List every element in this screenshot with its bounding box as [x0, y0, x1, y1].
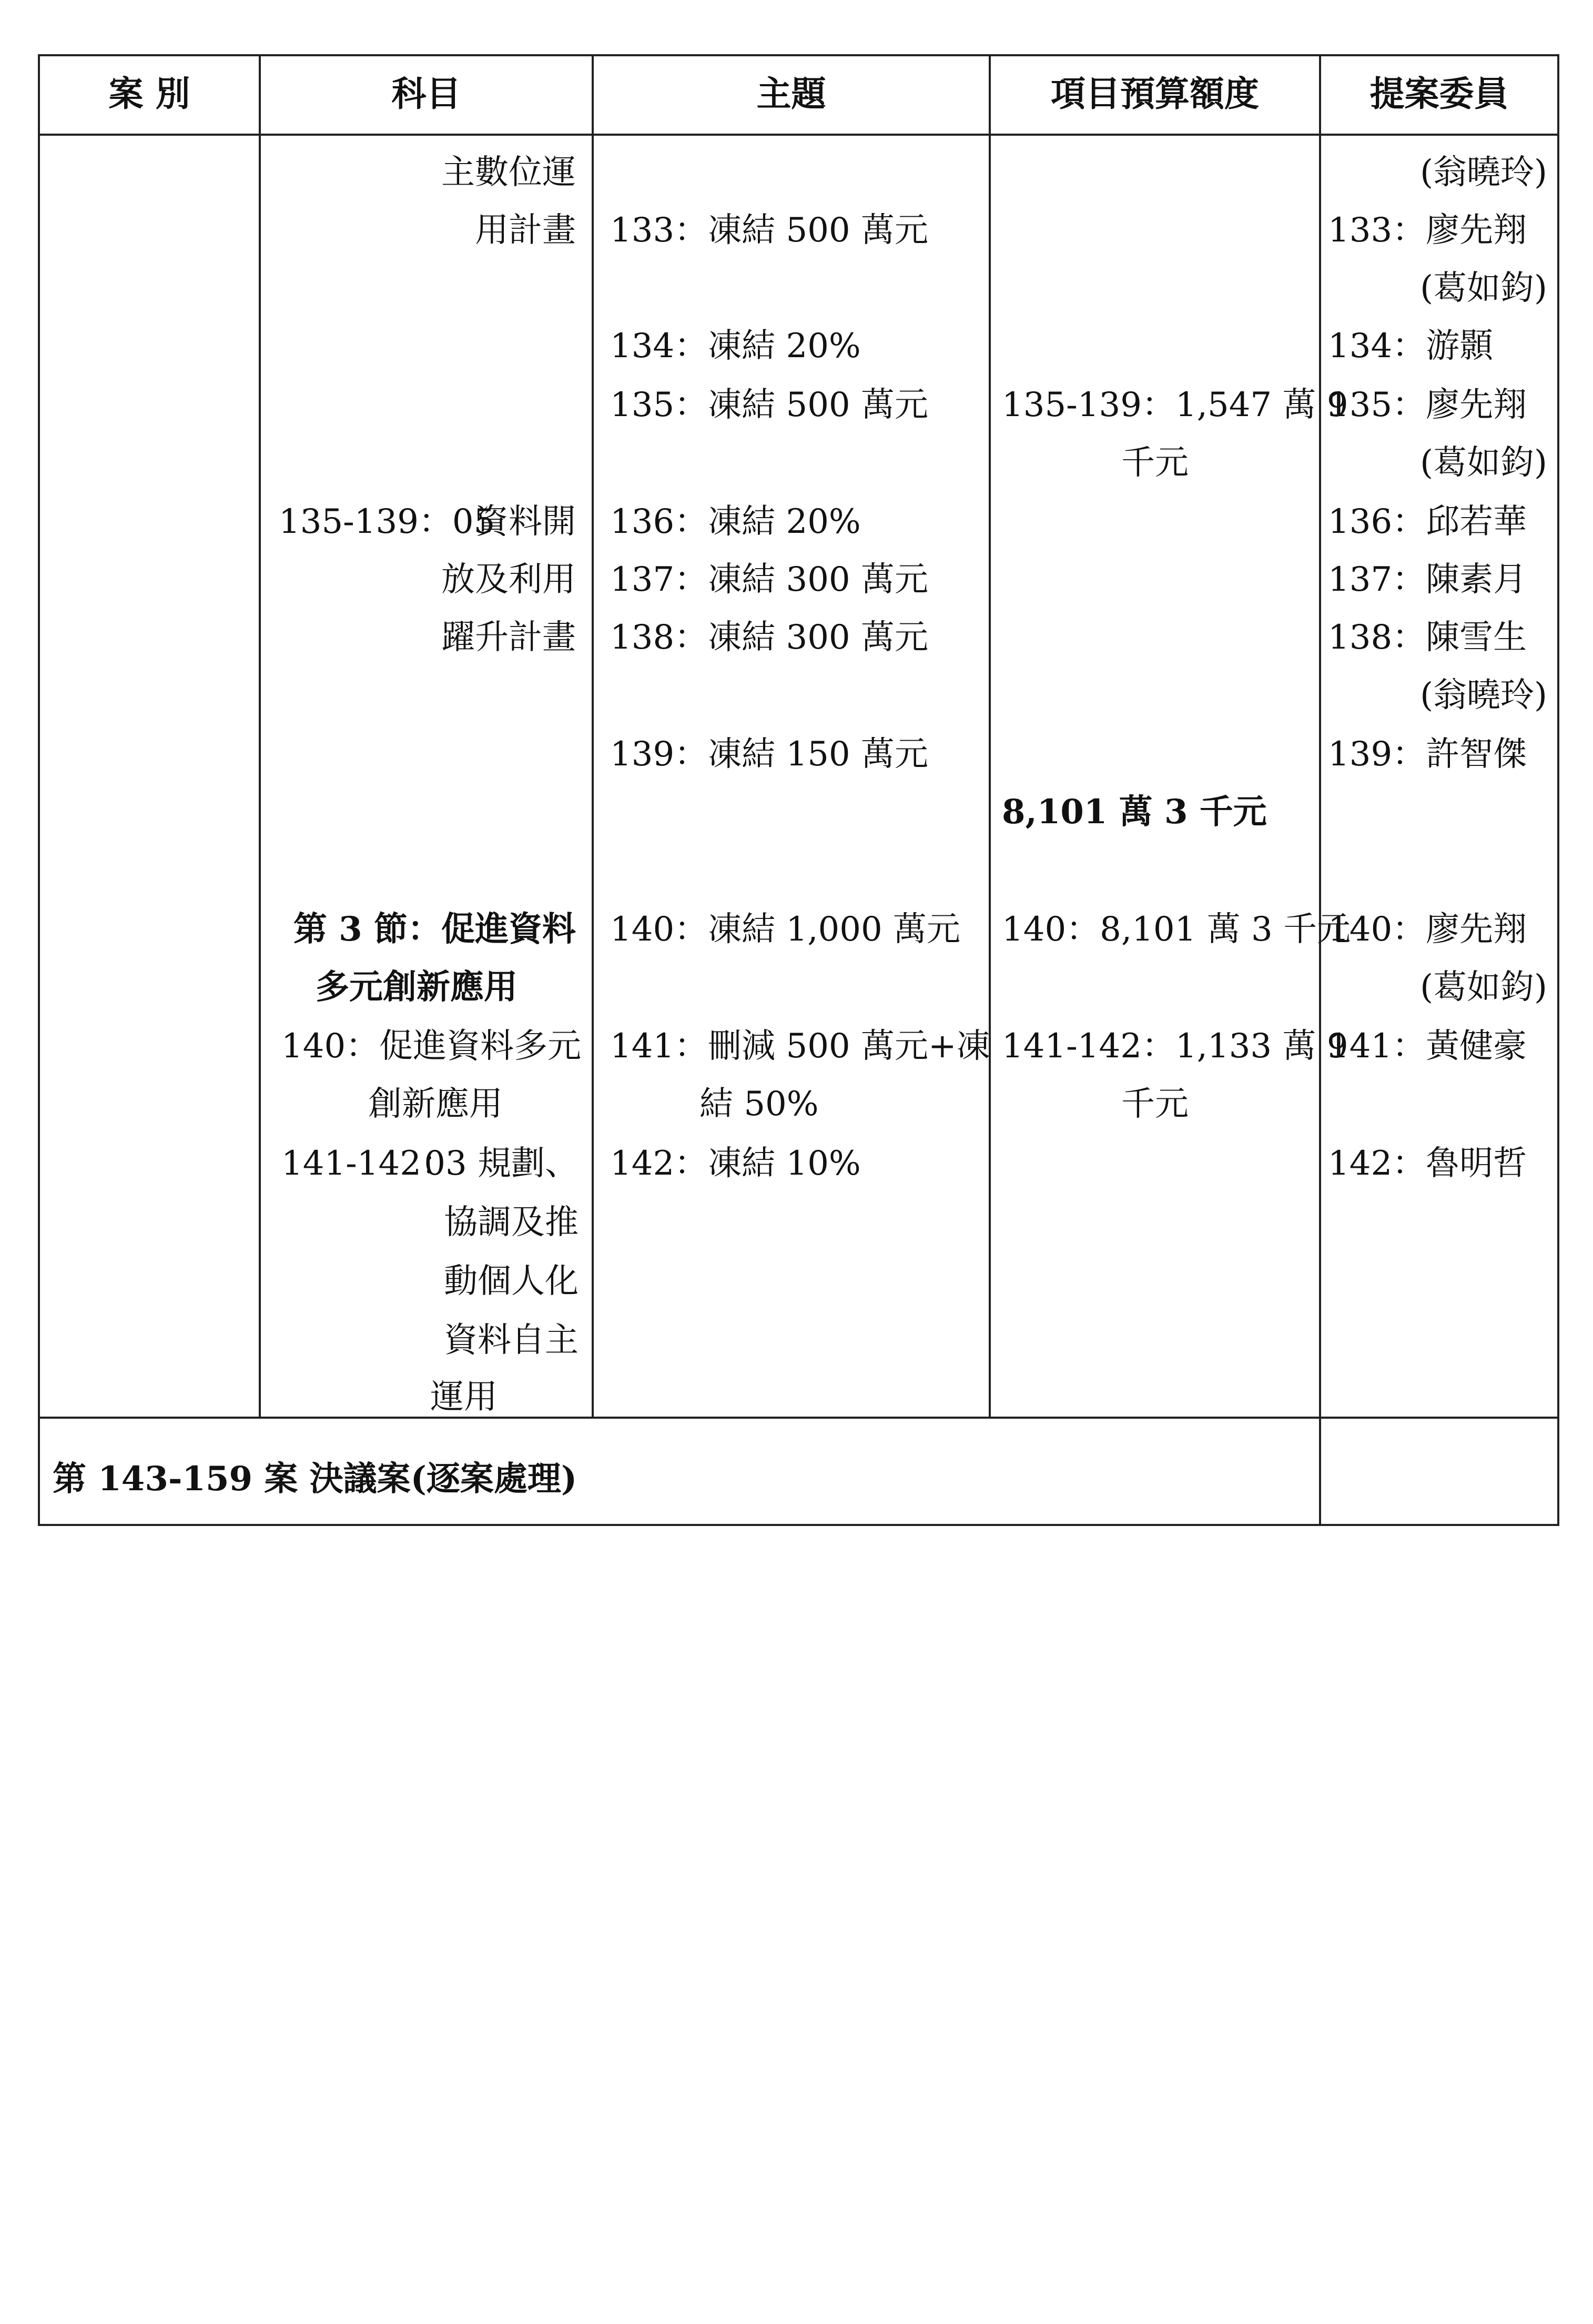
topic-item: 136：凍結 20% — [610, 502, 861, 541]
subject-line: 資料自主 — [444, 1321, 579, 1360]
subject-line: 用計畫 — [475, 211, 576, 250]
topic-item: 139：凍結 150 萬元 — [610, 735, 928, 774]
topic-item: 141：刪減 500 萬元+凍 — [610, 1027, 990, 1066]
subject-line: 140：促進資料多元 — [281, 1027, 582, 1066]
proposer-item: 137：陳素月 — [1328, 560, 1527, 599]
proposer-item: 140：廖先翔 — [1328, 910, 1527, 949]
subject-line: 創新應用 — [368, 1085, 503, 1124]
subject-line: 協調及推 — [444, 1203, 579, 1242]
budget-item: 千元 — [1121, 1085, 1189, 1124]
subject-line: 135-139：05 — [279, 502, 495, 541]
proposer-alt: (葛如鈞) — [1420, 443, 1547, 482]
column-divider — [989, 54, 991, 1419]
proposer-alt: (葛如鈞) — [1420, 968, 1547, 1007]
proposer-item: 142：魯明哲 — [1328, 1144, 1527, 1183]
subject-line: 03 規劃、 — [424, 1144, 579, 1183]
proposer-item: 139：許智傑 — [1328, 735, 1527, 774]
topic-item: 135：凍結 500 萬元 — [610, 386, 928, 425]
proposer-item: 133：廖先翔 — [1328, 211, 1527, 250]
budget-item: 141-142：1,133 萬 9 — [1002, 1027, 1348, 1066]
proposer-item: 136：邱若華 — [1328, 502, 1527, 541]
topic-item: 142：凍結 10% — [610, 1144, 861, 1183]
topic-item: 結 50% — [699, 1085, 819, 1124]
proposer-item: 141：黃健豪 — [1328, 1027, 1527, 1066]
header-divider — [38, 134, 1559, 136]
subject-line: 放及利用 — [441, 560, 576, 599]
proposer-alt: (葛如鈞) — [1420, 269, 1547, 308]
header-budget: 項目預算額度 — [1051, 74, 1259, 114]
budget-total: 8,101 萬 3 千元 — [1002, 792, 1267, 832]
proposer-item: 138：陳雪生 — [1328, 618, 1527, 657]
section-title: 多元創新應用 — [316, 967, 518, 1007]
topic-item: 133：凍結 500 萬元 — [610, 211, 928, 250]
budget-item: 千元 — [1121, 443, 1189, 482]
topic-item: 138：凍結 300 萬元 — [610, 618, 928, 657]
budget-item: 140：8,101 萬 3 千元 — [1002, 910, 1351, 949]
topic-item: 134：凍結 20% — [610, 327, 861, 366]
subject-line: 資料開 — [475, 502, 576, 541]
topic-item: 137：凍結 300 萬元 — [610, 560, 928, 599]
column-divider — [259, 54, 261, 1419]
subject-line: 運用 — [430, 1378, 498, 1417]
subject-line: 躍升計畫 — [441, 618, 576, 657]
subject-line: 主數位運 — [441, 153, 576, 192]
column-divider — [592, 54, 594, 1419]
section-title: 第 3 節：促進資料 — [293, 910, 576, 949]
subject-line: 141-142： — [281, 1144, 455, 1183]
header-case: 案 別 — [108, 74, 190, 114]
header-proposer: 提案委員 — [1369, 74, 1509, 114]
proposer-item: 135：廖先翔 — [1328, 386, 1527, 425]
budget-item: 135-139：1,547 萬 9 — [1002, 386, 1348, 425]
proposer-alt: (翁曉玲) — [1420, 676, 1547, 715]
subject-line: 動個人化 — [444, 1262, 579, 1301]
proposer-alt: (翁曉玲) — [1420, 153, 1547, 192]
header-topic: 主題 — [756, 74, 826, 114]
footer-divider — [38, 1417, 1559, 1419]
footer-resolution: 第 143-159 案 決議案(逐案處理) — [53, 1459, 577, 1499]
proposer-item: 134：游顥 — [1328, 327, 1494, 366]
header-subject: 科目 — [391, 74, 461, 114]
topic-item: 140：凍結 1,000 萬元 — [610, 910, 961, 949]
